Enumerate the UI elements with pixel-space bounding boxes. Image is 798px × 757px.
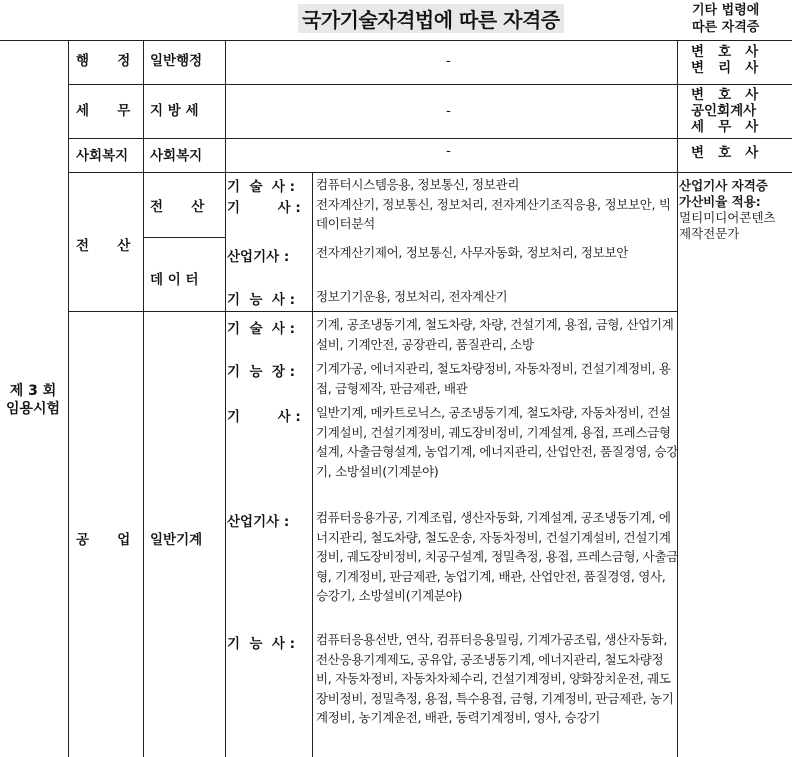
grade-label: 기 술 사 : 기 사 :: [227, 179, 301, 216]
subcategory-welfare: 사회복지: [150, 148, 203, 164]
category-admin: 행 정: [76, 53, 131, 69]
license-list: 기계, 공조냉동기계, 철도차량, 차량, 건설기계, 용접, 금형, 산업기계설비, 기계안전, 공장관리, 품질관리, 소방: [316, 317, 674, 352]
license-list: 기계가공, 에너지관리, 철도차량정비, 자동차정비, 건설기계정비, 용접, 금형제작, 판금제관, 배관: [316, 361, 671, 396]
subcategory-it: 전 산: [150, 199, 205, 215]
exam-label: 제 3 회 임용시험: [5, 383, 61, 417]
grade-label: 산업기사 :: [227, 514, 290, 530]
grade-label: 기 능 사 :: [227, 292, 296, 308]
other-license-header: 기타 법령에 따른 자격증: [692, 3, 760, 35]
row-divider: [68, 138, 792, 139]
license-list: 전자계산기제어, 정보통신, 사무자동화, 정보처리, 정보보안: [316, 245, 628, 260]
grade-label: 기 능 장 :: [227, 364, 296, 380]
page-title: 국가기술자격법에 따른 자격증: [298, 4, 564, 33]
other-license-it: 멀티미디어콘텐츠 제작전문가: [679, 210, 776, 241]
subcategory-industry: 일반기계: [150, 532, 203, 548]
subcategory-data: 데 이 터: [150, 272, 199, 288]
row-divider: [68, 172, 792, 173]
category-tax: 세 무: [76, 103, 131, 119]
other-license-admin: 변 호 사 변 리 사: [691, 44, 759, 76]
table-top-border: [0, 40, 792, 41]
row-divider: [68, 311, 678, 312]
category-welfare: 사회복지: [76, 148, 129, 164]
col-divider: [143, 40, 144, 757]
col-divider: [68, 40, 69, 757]
license-list: 컴퓨터응용선반, 연삭, 컴퓨터응용밀링, 기계가공조립, 생산자동화, 전산응용기계제도, 공유압, 공조냉동기계, 에너지관리, 철도차량정비, 자동차정비, 자동차차체수리, 건설기계정비, 양화장치운전, 궤도장비정비, 정밀측정, 용접, 특수용접, 금형, 기계정비, 판금제관, 농기계정비, 농기계운전, 배관, 동력기계정비, 영사, 승강기: [316, 632, 674, 725]
tech-license-tax: -: [446, 103, 451, 119]
grade-label: 기 사 :: [227, 409, 301, 425]
category-industry: 공 업: [76, 532, 131, 548]
subcategory-admin: 일반행정: [150, 53, 203, 69]
other-license-it-bold: 산업기사 자격증 가산비율 적용:: [679, 178, 768, 209]
row-divider: [143, 237, 225, 238]
grade-label: 산업기사 :: [227, 249, 290, 265]
category-it: 전 산: [76, 238, 131, 254]
grade-label: 기 술 사 :: [227, 321, 296, 337]
subcategory-tax: 지 방 세: [150, 103, 199, 119]
license-list: 컴퓨터시스템응용, 정보통신, 정보관리 전자계산기, 정보통신, 정보처리, 전자계산기조직응용, 정보보안, 빅데이터분석: [316, 177, 671, 231]
tech-license-admin: -: [446, 53, 451, 69]
col-divider: [312, 172, 313, 757]
license-list: 컴퓨터응용가공, 기계조립, 생산자동화, 기계설계, 공조냉동기계, 에너지관리, 철도차량, 철도운송, 자동차정비, 건설기계설비, 건설기계정비, 궤도장비정비, 치공구설계, 정밀측정, 용접, 프레스금형, 사출금형, 기계정비, 판금제관, 농업기계, 배관, 산업안전, 품질경영, 영사, 승강기, 소방설비(기계분야): [316, 510, 679, 603]
col-divider: [225, 40, 226, 757]
license-list: 정보기기운용, 정보처리, 전자계산기: [316, 289, 508, 304]
row-divider: [68, 84, 792, 85]
grade-label: 기 능 사 :: [227, 636, 296, 652]
license-list: 일반기계, 메카트로닉스, 공조냉동기계, 철도차량, 자동차정비, 건설기계설비, 건설기계정비, 궤도장비정비, 기계설계, 용접, 프레스금형설계, 사출금형설계, 농업기계, 에너지관리, 산업안전, 품질경영, 승강기, 소방설비(기계분야): [316, 405, 679, 479]
other-license-welfare: 변 호 사: [691, 145, 759, 161]
other-license-tax: 변 호 사 공인회계사 세 무 사: [691, 87, 759, 135]
tech-license-welfare: -: [446, 143, 451, 159]
